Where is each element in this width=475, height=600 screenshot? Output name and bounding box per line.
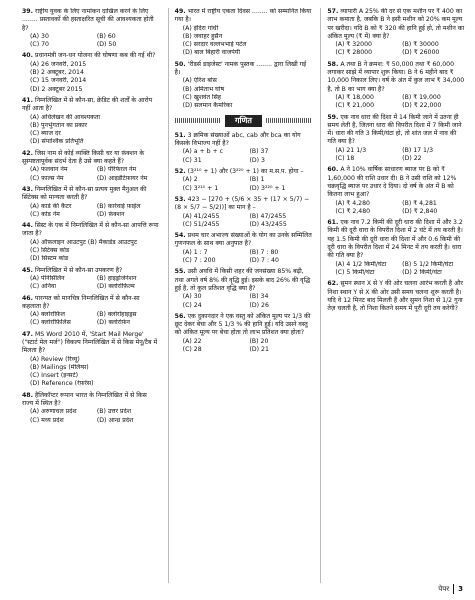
question: [22, 52, 160, 93]
question-stem: 423 − [270 + (5/6 × 35 + (17 × 5/7) − (8 × 5/7 − 5/2))] का मान है –: [174, 195, 310, 212]
option: (C) खुशवंत सिंह: [182, 93, 222, 101]
options: [22, 408, 160, 425]
option: (B) 5 1/2 किमी/घंटा: [402, 260, 454, 268]
question-number: 57.: [327, 8, 339, 15]
options: [22, 166, 160, 183]
question-stem: एक दुकानदार ने एक वस्तु को अंकित मूल्य पर 1/3 की छूट देकर बेचा और 5 1/3 % की हानि हुई। यदि उसने वस्तु को अंकित मूल्य पर बेचा होता तो लाभ प्रतिशत क्या होता?: [174, 312, 311, 337]
option: (B) अमिताभ घोष: [182, 85, 225, 93]
option: (A) अरुणाचल प्रदेश: [30, 408, 77, 416]
option: (A) 26 जनवरी, 2015: [30, 60, 87, 68]
option: (D) 3: [249, 156, 265, 164]
question: [175, 61, 313, 111]
question-number: 46.: [22, 294, 33, 302]
options: [175, 249, 313, 266]
option: (D) क्लोरोफ़िल्म: [96, 283, 135, 291]
question: [22, 8, 160, 49]
question-text: [22, 392, 160, 409]
question-stem: पारन्पत को मानचित्र निम्नलिखित में से कौन-सा कहलाता है?: [22, 294, 140, 310]
question-stem: MS Word 2010 में, 'Start Mail Merge' ("स्टार्ट मेल मर्ज") विकल्प निम्नलिखित में से किस मेनू/टैब में मिलता है?: [22, 330, 158, 355]
question-number: 61.: [327, 219, 339, 227]
option: (C) 31: [182, 156, 202, 164]
option: (D) ₹ 2,840: [402, 207, 438, 215]
option: (B) Mailings (मेलिंग्स): [30, 363, 89, 371]
option: (D) 26: [249, 301, 269, 309]
question-text: [22, 222, 160, 239]
column-middle: [168, 8, 313, 583]
question-number: 51.: [174, 131, 186, 139]
option: (B) 1: [249, 176, 265, 184]
question-number: 49.: [174, 8, 186, 15]
options: [175, 293, 313, 310]
question-number: 58.: [327, 60, 339, 68]
question-text: [327, 114, 465, 147]
option: (B) पुनर्भुगतान का प्रकार: [30, 121, 88, 129]
options: [22, 114, 160, 147]
question-text: [327, 280, 465, 313]
question: [175, 268, 313, 309]
option: (D) बाल बिहारी वाजपेयी: [182, 49, 240, 57]
options: [22, 275, 160, 292]
options: [175, 25, 313, 58]
option: (D) ₹ 26000: [402, 49, 440, 57]
option: (D) आइडेंटिफ़ायर नेम: [96, 174, 148, 182]
option: (C) 15 जनवरी, 2014: [30, 77, 87, 85]
option: (B) जवाहर हुसैन: [182, 32, 223, 40]
question-number: 59.: [327, 113, 339, 121]
options: [175, 176, 313, 193]
option: (C) ₹ 28000: [335, 49, 373, 57]
question-stem: A तथा B ने क्रमश: ₹ 50,000 तथा ₹ 60,000 लगाकर साझे में व्यापार शुरू किया। B ने 6 महीने बाद ₹ 10,000 निकाल लिए। वर्ष के अंत में कुल लाभ ₹ 34,000 है, तो B का भाग क्या है?: [327, 60, 465, 93]
option: (D) 7 : 40: [249, 257, 279, 265]
option: (C) मध्य प्रदेश: [30, 416, 64, 424]
options: [175, 213, 313, 230]
question-text: [22, 295, 160, 312]
question-stem: व्यापारी A 25% की दर से एक मशीन पर ₹ 400 का लाभ कमाता है, जबकि B ने इसी मशीन को 20% कम मूल्य पर खरीदा। यदि B को ₹ 320 की हानि हुई हो, तो मशीन का अंकित मूल्य (₹ में) क्या है?: [327, 8, 465, 40]
option: (A) पेनिसिलिन: [30, 274, 65, 282]
option: (D) आन्ध्र प्रदेश: [96, 416, 134, 424]
question-number: 50.: [174, 60, 186, 68]
option: (B) 37: [249, 148, 269, 156]
question: [175, 313, 313, 354]
option: (A) इंदिरा गांधी: [182, 24, 219, 32]
option: (A) 2: [182, 176, 198, 184]
question: [175, 168, 313, 193]
option: (C) 18: [335, 155, 355, 163]
option: (B) हाइड्रोजेनेशन: [96, 274, 137, 282]
question-number: 39.: [22, 8, 33, 15]
question-stem: जिस नाम से कोई व्यक्ति किसी चर या फ़ंक्शन के सुस्पष्टतापूर्वक संदर्भ देता है उसे क्या कहते हैं?: [22, 149, 145, 166]
option: (A) ₹ 32000: [335, 41, 372, 49]
option: (A) क्लोरोफ़िल: [30, 311, 65, 319]
option: (A) 30: [182, 293, 202, 301]
option: (D) फ़ंक्शन: [96, 210, 125, 218]
options: [327, 94, 465, 111]
footer-label: पेपर: [438, 584, 450, 593]
option: (A) Review (रिव्यू): [30, 355, 80, 363]
option: (B) 17 1/3: [402, 146, 434, 154]
question: [22, 392, 160, 425]
question-number: 55.: [174, 268, 186, 276]
options: [22, 203, 160, 220]
question-number: 56.: [174, 312, 186, 320]
question: [175, 8, 313, 58]
question-stem: निम्नलिखित में से कौन-सा उपकरण है?: [34, 266, 123, 274]
option: (C) 3²¹⁰ + 1: [182, 184, 219, 192]
section-bar-right: [266, 118, 312, 123]
option: (D) सलमान कैमरिका: [182, 102, 233, 110]
question-number: 43.: [22, 185, 33, 193]
question-stem: निम्नलिखित में से कौन-सा, क्रेडिट की शर्तों के आरोप नहीं आता है?: [22, 96, 153, 113]
option: (A) 21 1/3: [335, 146, 367, 154]
question-number: 54.: [174, 232, 186, 240]
question-text: [175, 168, 313, 176]
question-text: [22, 186, 160, 203]
question-number: 48.: [22, 391, 33, 399]
section-bar-left: [175, 118, 221, 123]
options: [22, 239, 160, 264]
option: (A) 4 1/2 किमी/घंटा: [335, 260, 387, 268]
option: (A) एंरिश बोस: [182, 77, 217, 85]
question: [175, 232, 313, 265]
question: [175, 196, 313, 229]
options: [327, 147, 465, 164]
option: (B) क्लोरोहाइड्रस: [96, 311, 137, 319]
question-text: [175, 132, 313, 149]
question: [327, 114, 465, 164]
question: [327, 166, 465, 216]
question-text: [22, 97, 160, 114]
question-number: 44.: [22, 222, 33, 230]
question-number: 62.: [327, 280, 339, 288]
option: (A) 41/2455: [182, 212, 220, 220]
section-title: गणित: [225, 115, 262, 127]
option: (D) ₹ 22,000: [402, 102, 442, 110]
option: (D) सिस्टम कोड: [30, 255, 69, 263]
options: [175, 338, 313, 355]
question: [22, 222, 160, 263]
question-number: 40.: [22, 52, 33, 60]
question-text: [22, 267, 160, 275]
question-stem: हैलिकॉप्टर रूपान भारत के निम्नलिखित में से किस राज्य में स्थित है?: [22, 391, 147, 408]
option: (D) 43/2455: [249, 220, 287, 228]
option: (C) कोड नेम: [30, 210, 60, 218]
option: (D) 3²²⁰ + 1: [249, 184, 286, 192]
option: (B) 20: [249, 337, 269, 345]
page-footer: [438, 584, 463, 594]
question-number: 52.: [174, 168, 186, 176]
question: [22, 186, 160, 219]
option: (C) 7 : 200: [182, 257, 216, 265]
question: [22, 331, 160, 389]
question-text: [22, 150, 160, 167]
option: (D) क्लोरोफ़ेन: [96, 319, 130, 327]
columns: [22, 8, 465, 583]
options: [22, 311, 160, 328]
question: [327, 280, 465, 313]
column-left: [22, 8, 160, 583]
option: (C) 51/2455: [182, 220, 220, 228]
question-text: [22, 8, 160, 33]
question-stem: एक नाव 7.2 किमी की दूरी धारा की दिशा में और 3.2 किमी की दूरी धारा के विपरीत दिशा में 2 घंटे में तय करती है। यह 1.5 किमी की दूरी धारा की दिशा में और 0.6 किमी की दूरी धारा के विपरीत दिशा में 24 मिनट में तय करती है। धारा की गति क्या है?: [327, 219, 463, 260]
options: [22, 356, 160, 389]
question-stem: राष्ट्रीय युवक के लिए नामांकन दाखिल करने के लिए ........ प्रस्तावकों की हस्ताक्षरित सूची की आवश्यकता होती है?: [22, 8, 154, 32]
option: (C) ब्याज दर: [30, 130, 61, 138]
question-text: [22, 331, 160, 356]
question-text: [175, 196, 313, 213]
option: (A) a + b + c: [182, 148, 224, 156]
question-text: [175, 232, 313, 249]
question-text: [327, 61, 465, 94]
option: (D) 2 अक्टूबर 2015: [30, 85, 83, 93]
options: [175, 77, 313, 110]
options: [22, 61, 160, 94]
question-stem: उसी अवधि में किसी शहर की जनसंख्या 85% बढ़ी, तथा अगले वर्ष 8% की वृद्धि हुई। इसके बाद 26% की वृद्धि हुई है, तो कुल प्रतिशत वृद्धि क्या है?: [174, 268, 311, 292]
option: (A) 22: [182, 337, 202, 345]
options: [175, 148, 313, 165]
page-number: 3: [458, 585, 463, 593]
question-stem: 3 क्रमिक संख्याओं abc, cab और bca का योग किसके विभाज्य नहीं है?: [174, 131, 301, 148]
question-text: [22, 52, 160, 60]
option: (D) 22: [402, 155, 422, 163]
option: (A) अधिलेखन की आवश्यकता: [30, 113, 101, 121]
option: (A) 30: [30, 32, 49, 40]
question: [22, 150, 160, 183]
option: (D) 2 किमी/घंटा: [402, 268, 442, 276]
question-stem: निम्नलिखित में से कौन-सा प्रत्यय मुक्त मैनुअल की सिंटेक्स को मान्यता करती है?: [22, 185, 147, 202]
option: (B) 60: [96, 32, 116, 40]
option: (D) Reference (रेफ़रेंस): [30, 380, 94, 388]
question-text: [175, 268, 313, 293]
option: (C) ₹ 21,000: [335, 102, 375, 110]
option: (D) 21: [249, 345, 269, 353]
options: [327, 200, 465, 217]
question-number: 45.: [22, 266, 33, 274]
question-number: 60.: [327, 166, 339, 174]
question-text: [175, 61, 313, 78]
option: (B) ₹ 19,000: [402, 93, 441, 101]
option: (B) पेरिफेरल नेम: [96, 166, 137, 174]
question: [327, 61, 465, 111]
option: (A) ₹ 18,000: [335, 93, 374, 101]
option: (C) क्लोरोफ़िलिस: [30, 319, 71, 327]
question: [22, 267, 160, 292]
option: (A) फलवान नेम: [30, 166, 68, 174]
option: (B) उत्तर प्रदेश: [96, 408, 132, 416]
question-stem: एक नाव धारा की दिशा में 14 किमी जाने में उतना ही समय लेती है, जितना धारा की विपरीत दिशा में 7 किमी जाने में। धारा की गति 3 किमी/घंटा हो, तो शांत जल में नाव की गति क्या है?: [327, 113, 462, 146]
question-stem: (3²¹⁰ + 1) और (3²²⁰ + 1) का म.स.प. होगा –: [187, 168, 304, 176]
question-stem: 'रीडर्स डाइजेस्ट' नामक पुस्तक ........ द्वारा लिखी गई है।: [174, 60, 307, 77]
option: (C) 70: [30, 41, 49, 49]
option: (C) सिंटेक्स कोड: [30, 247, 70, 255]
question-text: [175, 8, 313, 25]
option: (D) संपार्श्विक प्रतिभूति: [30, 138, 84, 146]
option: (A) ₹ 4,280: [335, 199, 370, 207]
option: (A) 1 : 7: [182, 248, 208, 256]
option: (A) ऑफ़लाइन आउटपुट (B) मैकाडेंड आउटपुट: [30, 238, 137, 246]
section-header: [175, 115, 313, 127]
question-number: 47.: [22, 330, 33, 338]
option: (B) 47/2455: [249, 212, 287, 220]
option: (D) 50: [96, 41, 117, 49]
column-right: [320, 8, 465, 583]
question-stem: सिस्ट के एक में निम्नलिखित में से कौन-सा आपत्ति रूपा जाता है?: [22, 222, 159, 238]
option: (C) 28: [182, 345, 202, 353]
question: [175, 132, 313, 165]
option: (C) अनिवा: [30, 283, 56, 291]
footer-divider: [453, 584, 454, 594]
question: [22, 295, 160, 328]
option: (C) सरदार वल्लभभाई पटेल: [182, 41, 247, 49]
options: [327, 261, 465, 278]
option: (B) ₹ 30000: [402, 41, 439, 49]
option: (B) 34: [249, 293, 269, 301]
question: [327, 8, 465, 58]
option: (B) ₹ 4,281: [402, 199, 437, 207]
option: (B) कार्रवाई फ़ाईल: [96, 202, 141, 210]
question-text: [175, 313, 313, 338]
question: [327, 219, 465, 277]
question-number: 53.: [174, 195, 186, 203]
options: [22, 33, 160, 50]
question-stem: सुमन स्थान X से Y की ओर चलना आरंभ करती है और निशा स्थान Y से X की ओर उसी समय चलना शुरू करती है। यदि वे 12 मिनट बाद मिलती हैं और सुमन निशा से 1/2 गुना तेज़ चलती है, तो निशा कितने समय में पूरी दूरी तय करेगी?: [327, 280, 463, 313]
option: (A) कार्ड की कैंटर: [30, 202, 72, 210]
question-number: 42.: [22, 149, 33, 157]
question-text: [327, 219, 465, 260]
question-text: [327, 8, 465, 41]
question-stem: प्रधानमंत्री जन-धन योजना की घोषणा कब की गई थी?: [34, 52, 156, 60]
option: (C) फ़ाल्स नेम: [30, 174, 64, 182]
option: (C) 5 किमी/घंटा: [335, 268, 375, 276]
question-stem: A ने 10% वार्षिक साधारण ब्याज पर B को ₹ 1,60,000 की राशि उधार दी। B ने उसी राशि को 12% चक्रवृद्धि ब्याज पर उधार दे दिया। दो वर्ष के अंत में B को कितना लाभ हुआ?: [327, 166, 457, 199]
question-stem: प्रथम चार अभाज्य संख्याओं के योग का उनके सम्मिलित गुणनफल के साथ क्या अनुपात है?: [174, 232, 312, 248]
question-number: 41.: [22, 96, 33, 104]
question: [22, 97, 160, 147]
option: (B) 2 अक्टूबर, 2014: [30, 69, 84, 77]
option: (B) 7 : 80: [249, 248, 279, 256]
options: [327, 41, 465, 58]
question-stem: भारत में राष्ट्रीय एकता दिवस ........ को सम्मानित किया गया है।: [174, 8, 312, 24]
option: (C) 24: [182, 301, 202, 309]
option: (C) ₹ 2,480: [335, 207, 371, 215]
question-text: [327, 166, 465, 199]
option: (C) Insert (इन्सर्ट): [30, 372, 78, 380]
